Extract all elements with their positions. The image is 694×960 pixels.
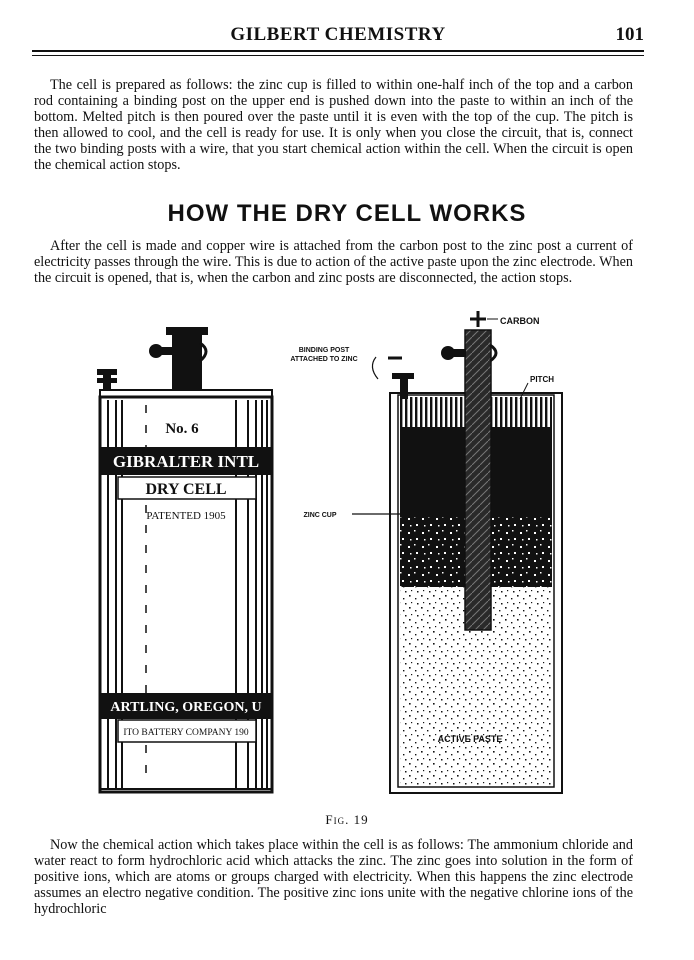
battery-label-type: DRY CELL — [145, 481, 227, 498]
running-title: GILBERT CHEMISTRY — [230, 24, 446, 45]
battery-label-company: ITO BATTERY COMPANY 190 — [123, 728, 249, 738]
figure-illustration — [0, 305, 694, 805]
header-rule-thick — [32, 50, 644, 52]
figure-dry-cell — [0, 305, 694, 805]
paragraph-text: Now the chemical action which takes place within the cell is as follows: The ammonium chloride and water react to form hydrochloric acid which attacks the zinc. The zinc goes into solution in the form of positive ions, which are atoms or groups charged with electricity. When this happens the zinc electrode assumes an electro negative condition. The positive zinc ions unite with the negative chlorine ions of the hydrochloric — [34, 837, 633, 917]
paragraph-text: After the cell is made and copper wire is attached from the carbon post to the zinc post a current of electricity passes through the wire. This is due to action of the active paste upon the zinc electrode. When the circuit is opened, that is, when the carbon and zinc posts are disconnected, the action stops. — [34, 238, 633, 286]
label-carbon: CARBON — [500, 316, 540, 326]
paragraph-chemical-action — [34, 837, 633, 917]
paragraph-text: The cell is prepared as follows: the zinc cup is filled to within one-half inch of the top and a carbon rod containing a binding post on the upper end is pushed down into the paste to within an inch of the bottom. Melted pitch is then poured over the paste until it is even with the top of the cup. The pitch is then allowed to cool, and the cell is ready for use. It is only when you close the circuit, that is, connect the two binding posts with a wire, that you start chemical action within the cell. When the circuit is open the chemical action stops. — [34, 77, 633, 173]
paragraph-cell-preparation — [34, 77, 633, 173]
label-binding-post-line1: BINDING POST — [298, 347, 350, 354]
label-binding-post-line2: ATTACHED TO ZINC — [290, 356, 358, 363]
page-header — [32, 22, 644, 52]
label-active-paste: ACTIVE PASTE — [437, 734, 503, 744]
header-rule-thin — [32, 55, 644, 56]
dry-cell-exterior — [97, 327, 272, 792]
label-zinc-cup: ZINC CUP — [303, 512, 337, 519]
battery-label-number: No. 6 — [165, 421, 199, 437]
battery-label-patent: PATENTED 1905 — [146, 510, 226, 522]
label-pitch: PITCH — [530, 375, 554, 384]
page-number: 101 — [615, 24, 644, 45]
battery-label-city: ARTLING, OREGON, U — [110, 700, 262, 715]
figure-caption: Fig. 19 — [325, 812, 369, 827]
section-heading: HOW THE DRY CELL WORKS — [167, 200, 527, 227]
paragraph-dry-cell-works — [34, 238, 633, 286]
battery-label-brand: GIBRALTER INTL — [112, 452, 260, 471]
